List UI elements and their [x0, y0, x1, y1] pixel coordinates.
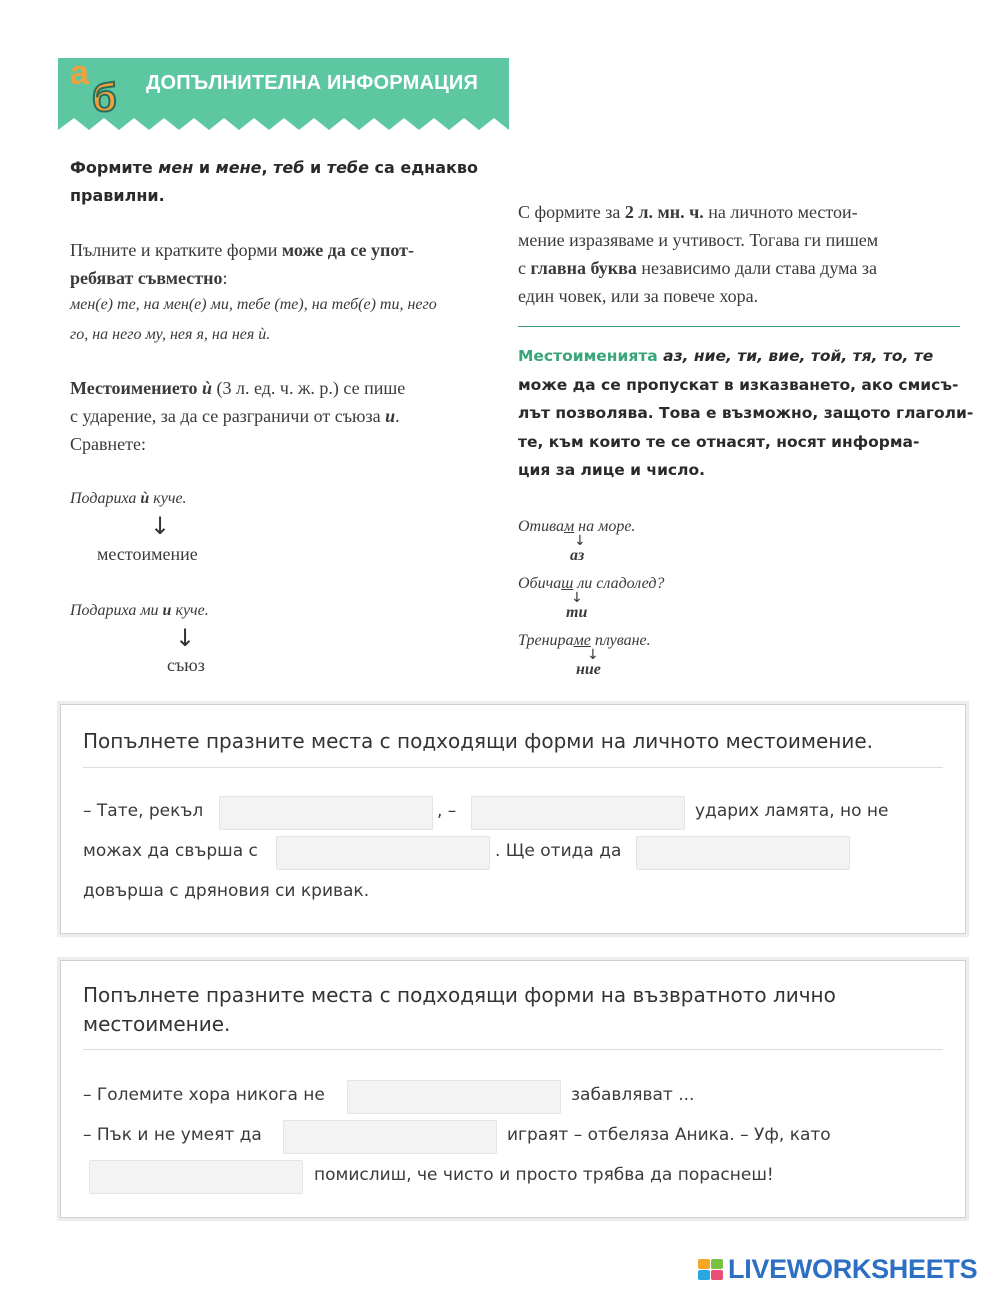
answer-blank-6[interactable] — [283, 1120, 497, 1154]
exercise-2-text: – Пък и не умеят да — [83, 1125, 262, 1145]
text: куче. — [171, 602, 209, 619]
arrow-down-icon: ↓ — [175, 624, 196, 652]
text: те, към които те се отнасят, носят информа- — [518, 432, 920, 451]
text: 2 л. мн. ч. — [624, 202, 704, 222]
answer-blank-2[interactable] — [471, 796, 685, 830]
right-example-3 — [518, 626, 651, 656]
logo-letter-a: а — [70, 54, 89, 92]
text: и — [162, 602, 172, 619]
text: , — [261, 158, 274, 177]
pronoun-label: ти — [566, 604, 588, 621]
exercise-1-text: ударих ламята, но не — [695, 801, 889, 821]
text: Попълнете празните места с подходящи форми на възвратното лично — [83, 983, 836, 1007]
pronoun-label: ние — [576, 661, 601, 678]
exercise-2-text: – Големите хора никога не — [83, 1085, 325, 1105]
exercise-1-text: – Тате, рекъл — [83, 801, 204, 821]
text: С формите за — [518, 202, 625, 222]
answer-blank-3[interactable] — [276, 836, 490, 870]
left-example-1 — [70, 484, 187, 514]
text: мене — [215, 158, 262, 177]
exercise-1-title: Попълнете празните места с подходящи форми на личното местоимение. — [83, 729, 873, 753]
text: и — [193, 158, 216, 177]
exercise-2-title — [83, 981, 836, 1039]
text: Тренира — [518, 632, 574, 649]
right-example-2 — [518, 569, 664, 599]
text: Пълните и кратките форми — [70, 240, 282, 260]
text: и — [304, 158, 327, 177]
exercise-2-card — [60, 960, 966, 1218]
right-paragraph-2 — [518, 342, 974, 485]
answer-blank-5[interactable] — [347, 1080, 561, 1114]
text: с ударение, за да се разграничи от съюза — [70, 406, 386, 426]
text: на личното местои- — [703, 202, 858, 222]
text: Местоимението — [70, 378, 203, 398]
text: правилни. — [70, 186, 165, 205]
example-label-pronoun: местоимение — [97, 544, 198, 564]
text: Подариха — [70, 490, 141, 507]
left-paragraph-3 — [70, 374, 510, 458]
text: Обича — [518, 575, 562, 592]
text: теб — [273, 158, 305, 177]
arrow-down-icon: ↓ — [587, 647, 599, 663]
left-paragraph-2 — [70, 236, 510, 292]
answer-blank-7[interactable] — [89, 1160, 303, 1194]
text: (3 л. ед. ч. ж. р.) се пише — [212, 378, 406, 398]
text: ѝ — [140, 490, 150, 507]
text: го, на него му, нея я, на нея ѝ. — [70, 326, 271, 343]
text: мение изразяваме и учтивост. Тогава ги пишем — [518, 230, 879, 250]
left-example-2 — [70, 596, 209, 626]
text: м — [563, 518, 575, 535]
text: Сравнете: — [70, 434, 146, 454]
text: плуване. — [590, 632, 651, 649]
exercise-2-text: играят – отбеляза Аника. – Уф, като — [507, 1125, 831, 1145]
exercise-1-card — [60, 704, 966, 934]
text: ме — [573, 632, 591, 649]
text: Подариха ми — [70, 602, 163, 619]
text: може да се упот- — [281, 240, 414, 260]
text: са еднакво — [368, 158, 478, 177]
exercise-1-text: , – — [437, 801, 457, 821]
exercise-2-divider — [83, 1049, 943, 1050]
exercise-1-text: . Ще отида да — [495, 841, 622, 861]
text: на море. — [574, 518, 636, 535]
text: мен — [158, 158, 194, 177]
text: тебе — [326, 158, 369, 177]
text: един човек, или за повече хора. — [518, 286, 759, 306]
text: ли сладолед? — [573, 575, 665, 592]
arrow-down-icon: ↓ — [574, 533, 586, 549]
pronoun-label: аз — [570, 547, 585, 564]
banner-shape — [58, 58, 509, 138]
text: ребяват съвместно — [70, 268, 223, 288]
text: ѝ — [202, 378, 213, 398]
text: ция за лице и число. — [518, 461, 706, 479]
exercise-2-text: помислиш, че чисто и просто трябва да пораснеш! — [314, 1165, 774, 1185]
divider — [518, 326, 960, 327]
text: с — [518, 258, 531, 278]
arrow-down-icon: ↓ — [150, 512, 171, 540]
text: : — [222, 268, 228, 288]
text: . — [395, 406, 400, 426]
exercise-2-text: забавляват ... — [571, 1085, 695, 1105]
text: куче. — [149, 490, 187, 507]
example-label-conjunction: съюз — [167, 655, 205, 675]
section-banner — [58, 54, 509, 130]
arrow-down-icon: ↓ — [571, 590, 583, 606]
answer-blank-4[interactable] — [636, 836, 850, 870]
exercise-1-divider — [83, 767, 943, 768]
text: аз, ние, ти, вие, той, тя, то, те — [657, 347, 934, 365]
text: ш — [561, 575, 574, 592]
banner-title: ДОПЪЛНИТЕЛНА ИНФОРМАЦИЯ — [146, 72, 479, 94]
text: Местоименията — [518, 347, 658, 365]
text: независимо дали става дума за — [636, 258, 877, 278]
left-paragraph-1 — [70, 154, 510, 210]
right-paragraph-1 — [518, 198, 968, 310]
text: Отива — [518, 518, 564, 535]
text: мен(е) те, на мен(е) ми, тебе (те), на теб(е) ти, него — [70, 296, 437, 313]
text: Формите — [70, 158, 159, 177]
text: лът позволява. Това е възможно, защото глаголи- — [518, 404, 974, 422]
exercise-1-text: довърша с дряновия си кривак. — [83, 881, 370, 901]
text: и — [385, 406, 396, 426]
logo-letter-b: б — [92, 76, 117, 120]
logo-blocks-icon — [698, 1259, 724, 1281]
left-examples-forms — [70, 290, 437, 350]
answer-blank-1[interactable] — [219, 796, 433, 830]
text: местоимение. — [83, 1012, 231, 1036]
logo-text: LIVEWORKSHEETS — [728, 1254, 978, 1284]
exercise-1-text: можах да свърша с — [83, 841, 258, 861]
text: може да се пропускат в изказването, ако смисъ- — [518, 375, 959, 394]
text: главна буква — [530, 258, 637, 278]
